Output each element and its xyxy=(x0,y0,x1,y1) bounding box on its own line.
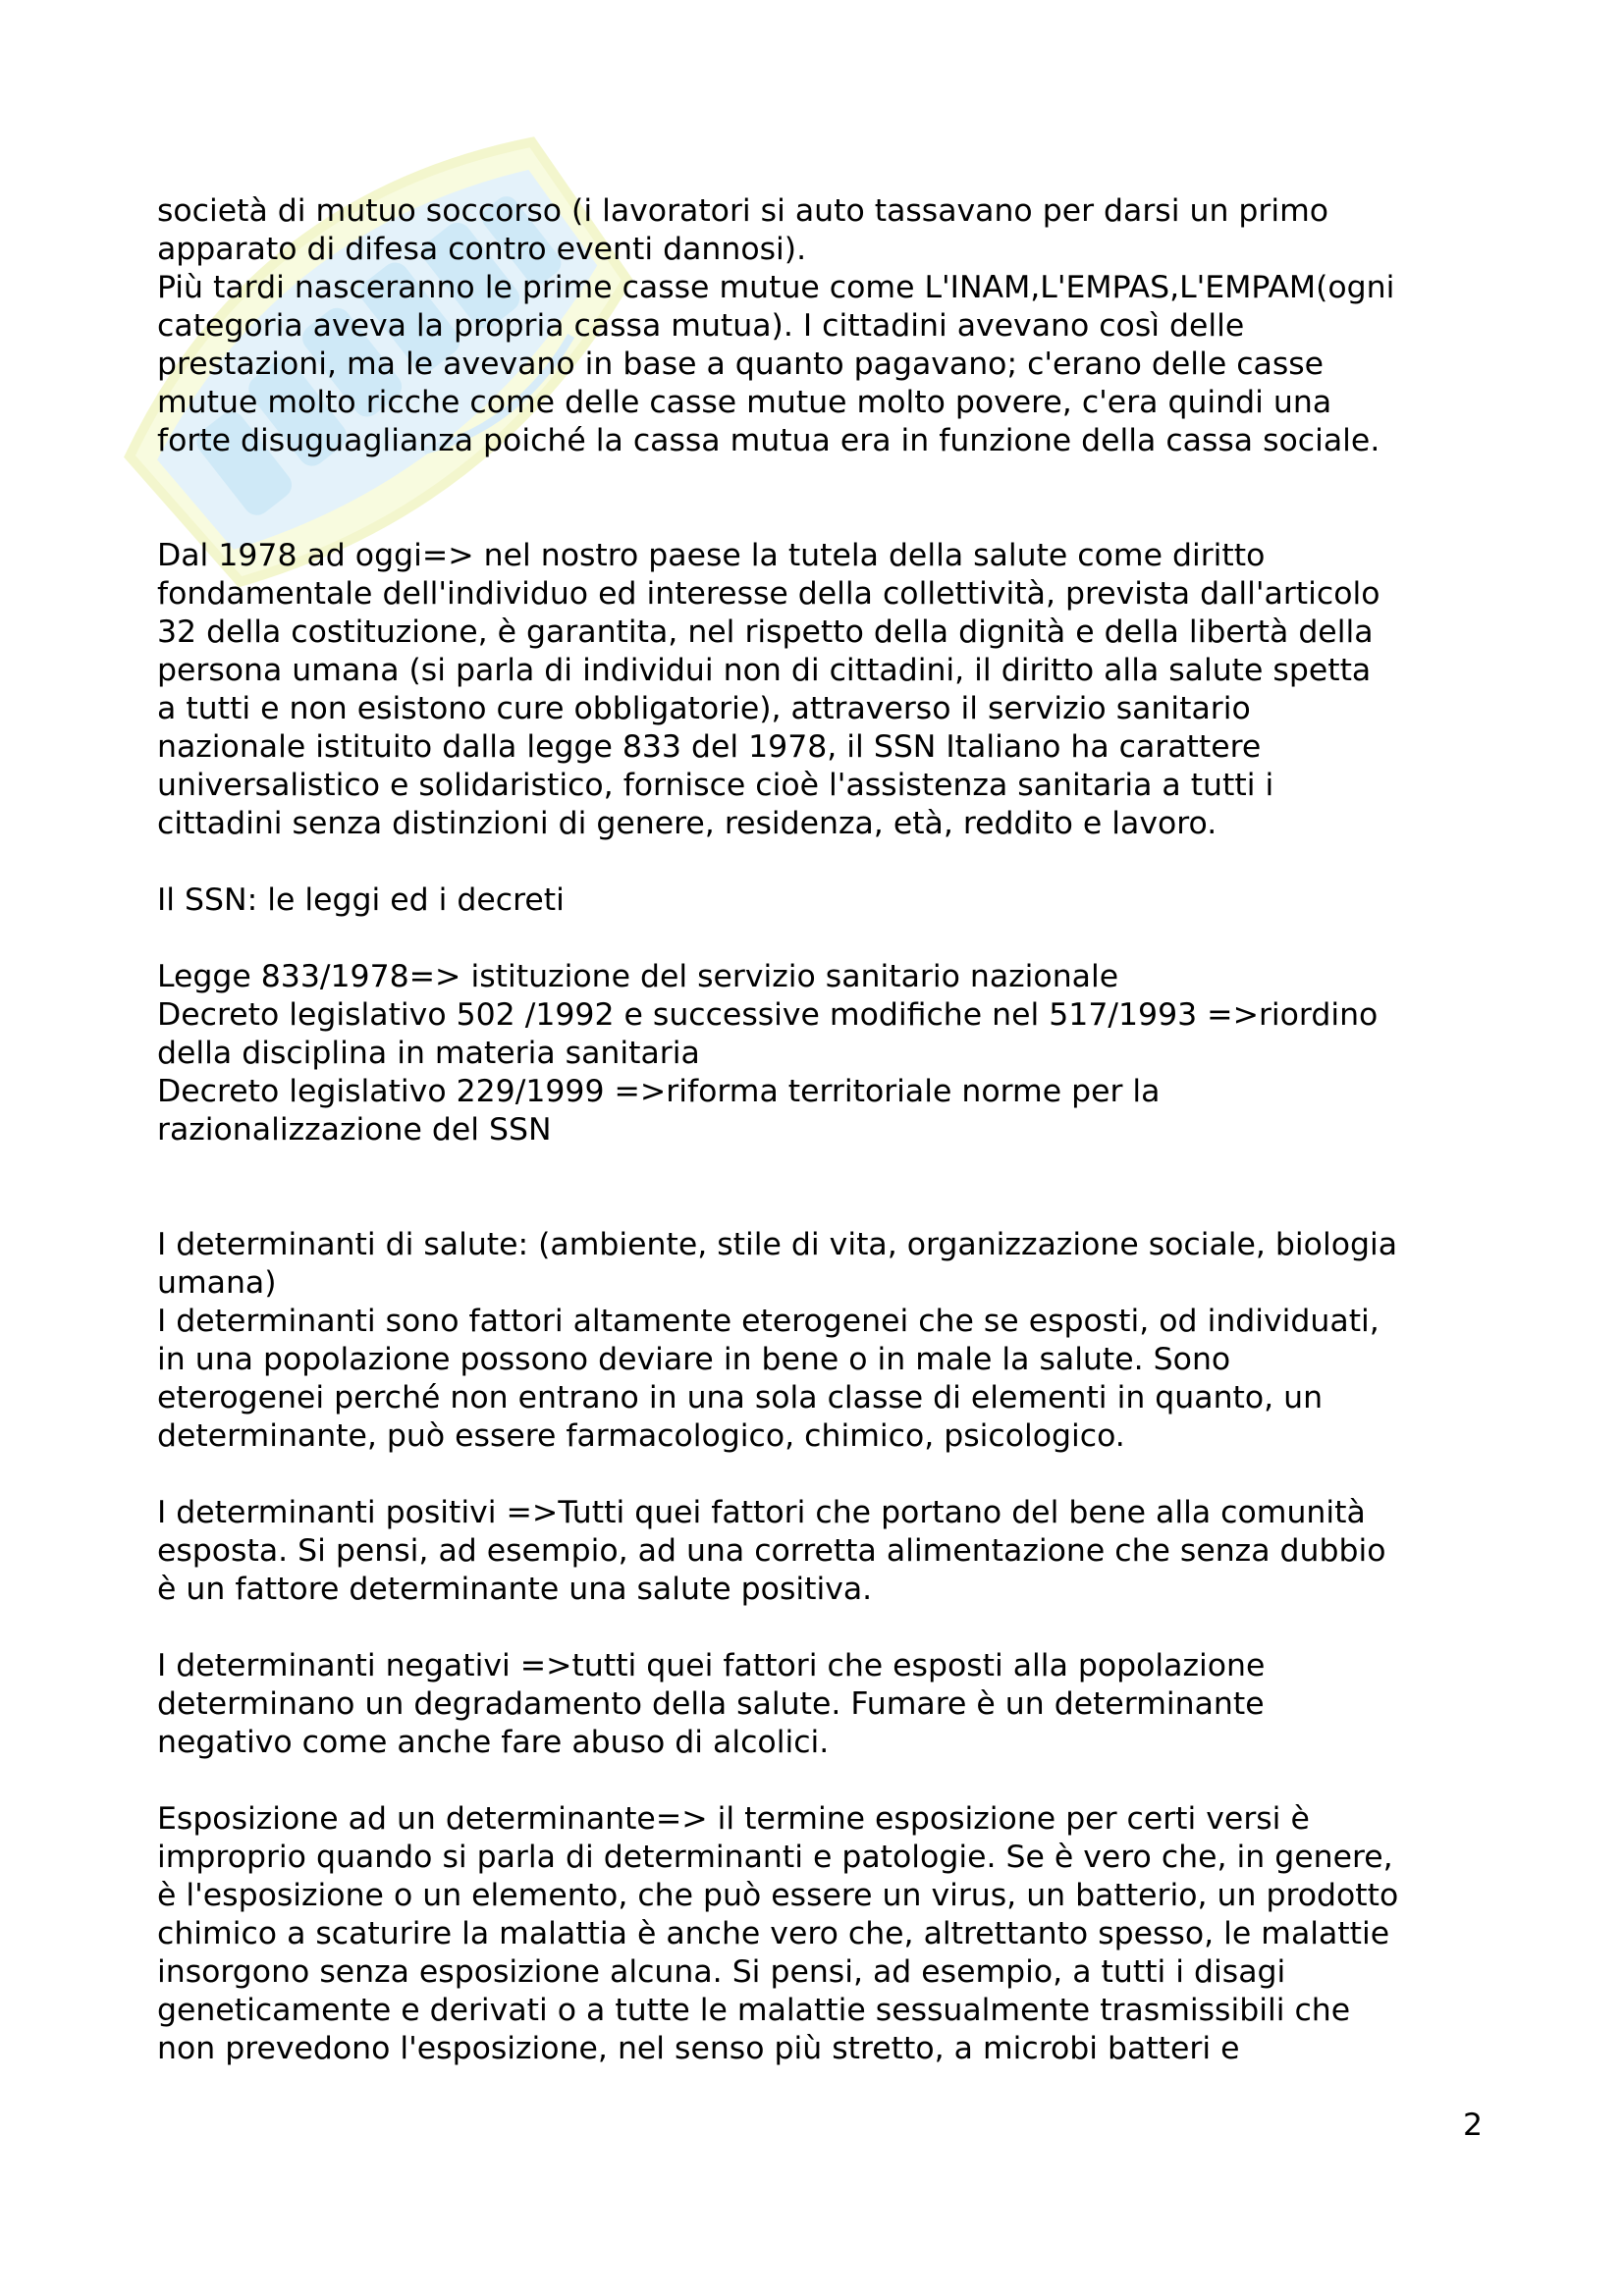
text-line: nazionale istituito dalla legge 833 del 1978, il SSN Italiano ha carattere xyxy=(157,729,1262,765)
paragraph-ssn-1978 xyxy=(157,537,1492,843)
text-line: determinano un degradamento della salute. Fumare è un determinante xyxy=(157,1686,1265,1722)
text-line: Più tardi nasceranno le prime casse mutue come L'INAM,L'EMPAS,L'EMPAM(ogni xyxy=(157,270,1395,305)
section-heading-leggi-decreti xyxy=(157,881,1492,920)
text-line: cittadini senza distinzioni di genere, residenza, età, reddito e lavoro. xyxy=(157,806,1217,841)
text-line: Legge 833/1978=> istituzione del servizio sanitario nazionale xyxy=(157,959,1119,994)
text-line: negativo come anche fare abuso di alcolici. xyxy=(157,1725,830,1760)
text-line: categoria aveva la propria cassa mutua). I cittadini avevano così delle xyxy=(157,308,1245,344)
text-line: geneticamente e derivati o a tutte le malattie sessualmente trasmissibili che xyxy=(157,1993,1351,2028)
text-line: I determinanti positivi =>Tutti quei fattori che portano del bene alla comunità xyxy=(157,1495,1366,1530)
text-line: Esposizione ad un determinante=> il termine esposizione per certi versi è xyxy=(157,1801,1310,1837)
text-line: mutue molto ricche come delle casse mutue molto povere, c'era quindi una xyxy=(157,385,1332,420)
text-line: Dal 1978 ad oggi=> nel nostro paese la tutela della salute come diritto xyxy=(157,538,1266,573)
page-number: 2 xyxy=(1462,2108,1483,2143)
text-line: apparato di difesa contro eventi dannosi). xyxy=(157,232,807,267)
spacer xyxy=(157,843,1492,881)
text-line: forte disuguaglianza poiché la cassa mutua era in funzione della cassa sociale. xyxy=(157,423,1380,458)
paragraph-esposizione xyxy=(157,1800,1492,2068)
spacer xyxy=(157,1609,1492,1647)
text-line: è un fattore determinante una salute positiva. xyxy=(157,1572,873,1607)
text-line: I determinanti negativi =>tutti quei fattori che esposti alla popolazione xyxy=(157,1648,1266,1683)
paragraph-mutue xyxy=(157,192,1492,460)
text-line: eterogenei perché non entrano in una sola classe di elementi in quanto, un xyxy=(157,1380,1324,1415)
spacer xyxy=(157,460,1492,537)
text-line: I determinanti sono fattori altamente eterogenei che se esposti, od individuati, xyxy=(157,1304,1380,1339)
text-line: universalistico e solidaristico, fornisce cioè l'assistenza sanitaria a tutti i xyxy=(157,768,1274,803)
text-line: prestazioni, ma le avevano in base a quanto pagavano; c'erano delle casse xyxy=(157,347,1325,382)
text-line: a tutti e non esistono cure obbligatorie), attraverso il servizio sanitario xyxy=(157,691,1251,726)
spacer xyxy=(157,1149,1492,1226)
text-line: determinante, può essere farmacologico, chimico, psicologico. xyxy=(157,1418,1125,1454)
text-line: chimico a scaturire la malattia è anche vero che, altrettanto spesso, le malattie xyxy=(157,1916,1390,1951)
text-line: razionalizzazione del SSN xyxy=(157,1112,552,1148)
text-line: umana) xyxy=(157,1265,277,1301)
paragraph-leggi xyxy=(157,958,1492,1149)
text-line: esposta. Si pensi, ad esempio, ad una corretta alimentazione che senza dubbio xyxy=(157,1533,1386,1569)
text-line: fondamentale dell'individuo ed interesse della collettività, prevista dall'articolo xyxy=(157,576,1380,612)
text-line: 32 della costituzione, è garantita, nel rispetto della dignità e della libertà della xyxy=(157,614,1374,650)
text-line: insorgono senza esposizione alcuna. Si pensi, ad esempio, a tutti i disagi xyxy=(157,1954,1286,1990)
text-line: società di mutuo soccorso (i lavoratori si auto tassavano per darsi un primo xyxy=(157,193,1329,229)
paragraph-determinanti xyxy=(157,1226,1492,1456)
text-line: improprio quando si parla di determinanti e patologie. Se è vero che, in genere, xyxy=(157,1840,1393,1875)
text-line: Decreto legislativo 502 /1992 e successive modifiche nel 517/1993 =>riordino xyxy=(157,997,1379,1033)
paragraph-determinanti-negativi xyxy=(157,1647,1492,1762)
text-line: Decreto legislativo 229/1999 =>riforma territoriale norme per la xyxy=(157,1074,1161,1109)
text-line: I determinanti di salute: (ambiente, stile di vita, organizzazione sociale, biologia xyxy=(157,1227,1398,1262)
spacer xyxy=(157,1456,1492,1494)
paragraph-determinanti-positivi xyxy=(157,1494,1492,1609)
text-line: non prevedono l'esposizione, nel senso più stretto, a microbi batteri e xyxy=(157,2031,1240,2066)
text-line: in una popolazione possono deviare in bene o in male la salute. Sono xyxy=(157,1342,1231,1377)
document-body xyxy=(157,192,1492,2068)
text-line: Il SSN: le leggi ed i decreti xyxy=(157,882,565,918)
text-line: persona umana (si parla di individui non di cittadini, il diritto alla salute spetta xyxy=(157,653,1372,688)
spacer xyxy=(157,920,1492,958)
text-line: è l'esposizione o un elemento, che può essere un virus, un batterio, un prodotto xyxy=(157,1878,1399,1913)
text-line: della disciplina in materia sanitaria xyxy=(157,1036,700,1071)
spacer xyxy=(157,1762,1492,1800)
